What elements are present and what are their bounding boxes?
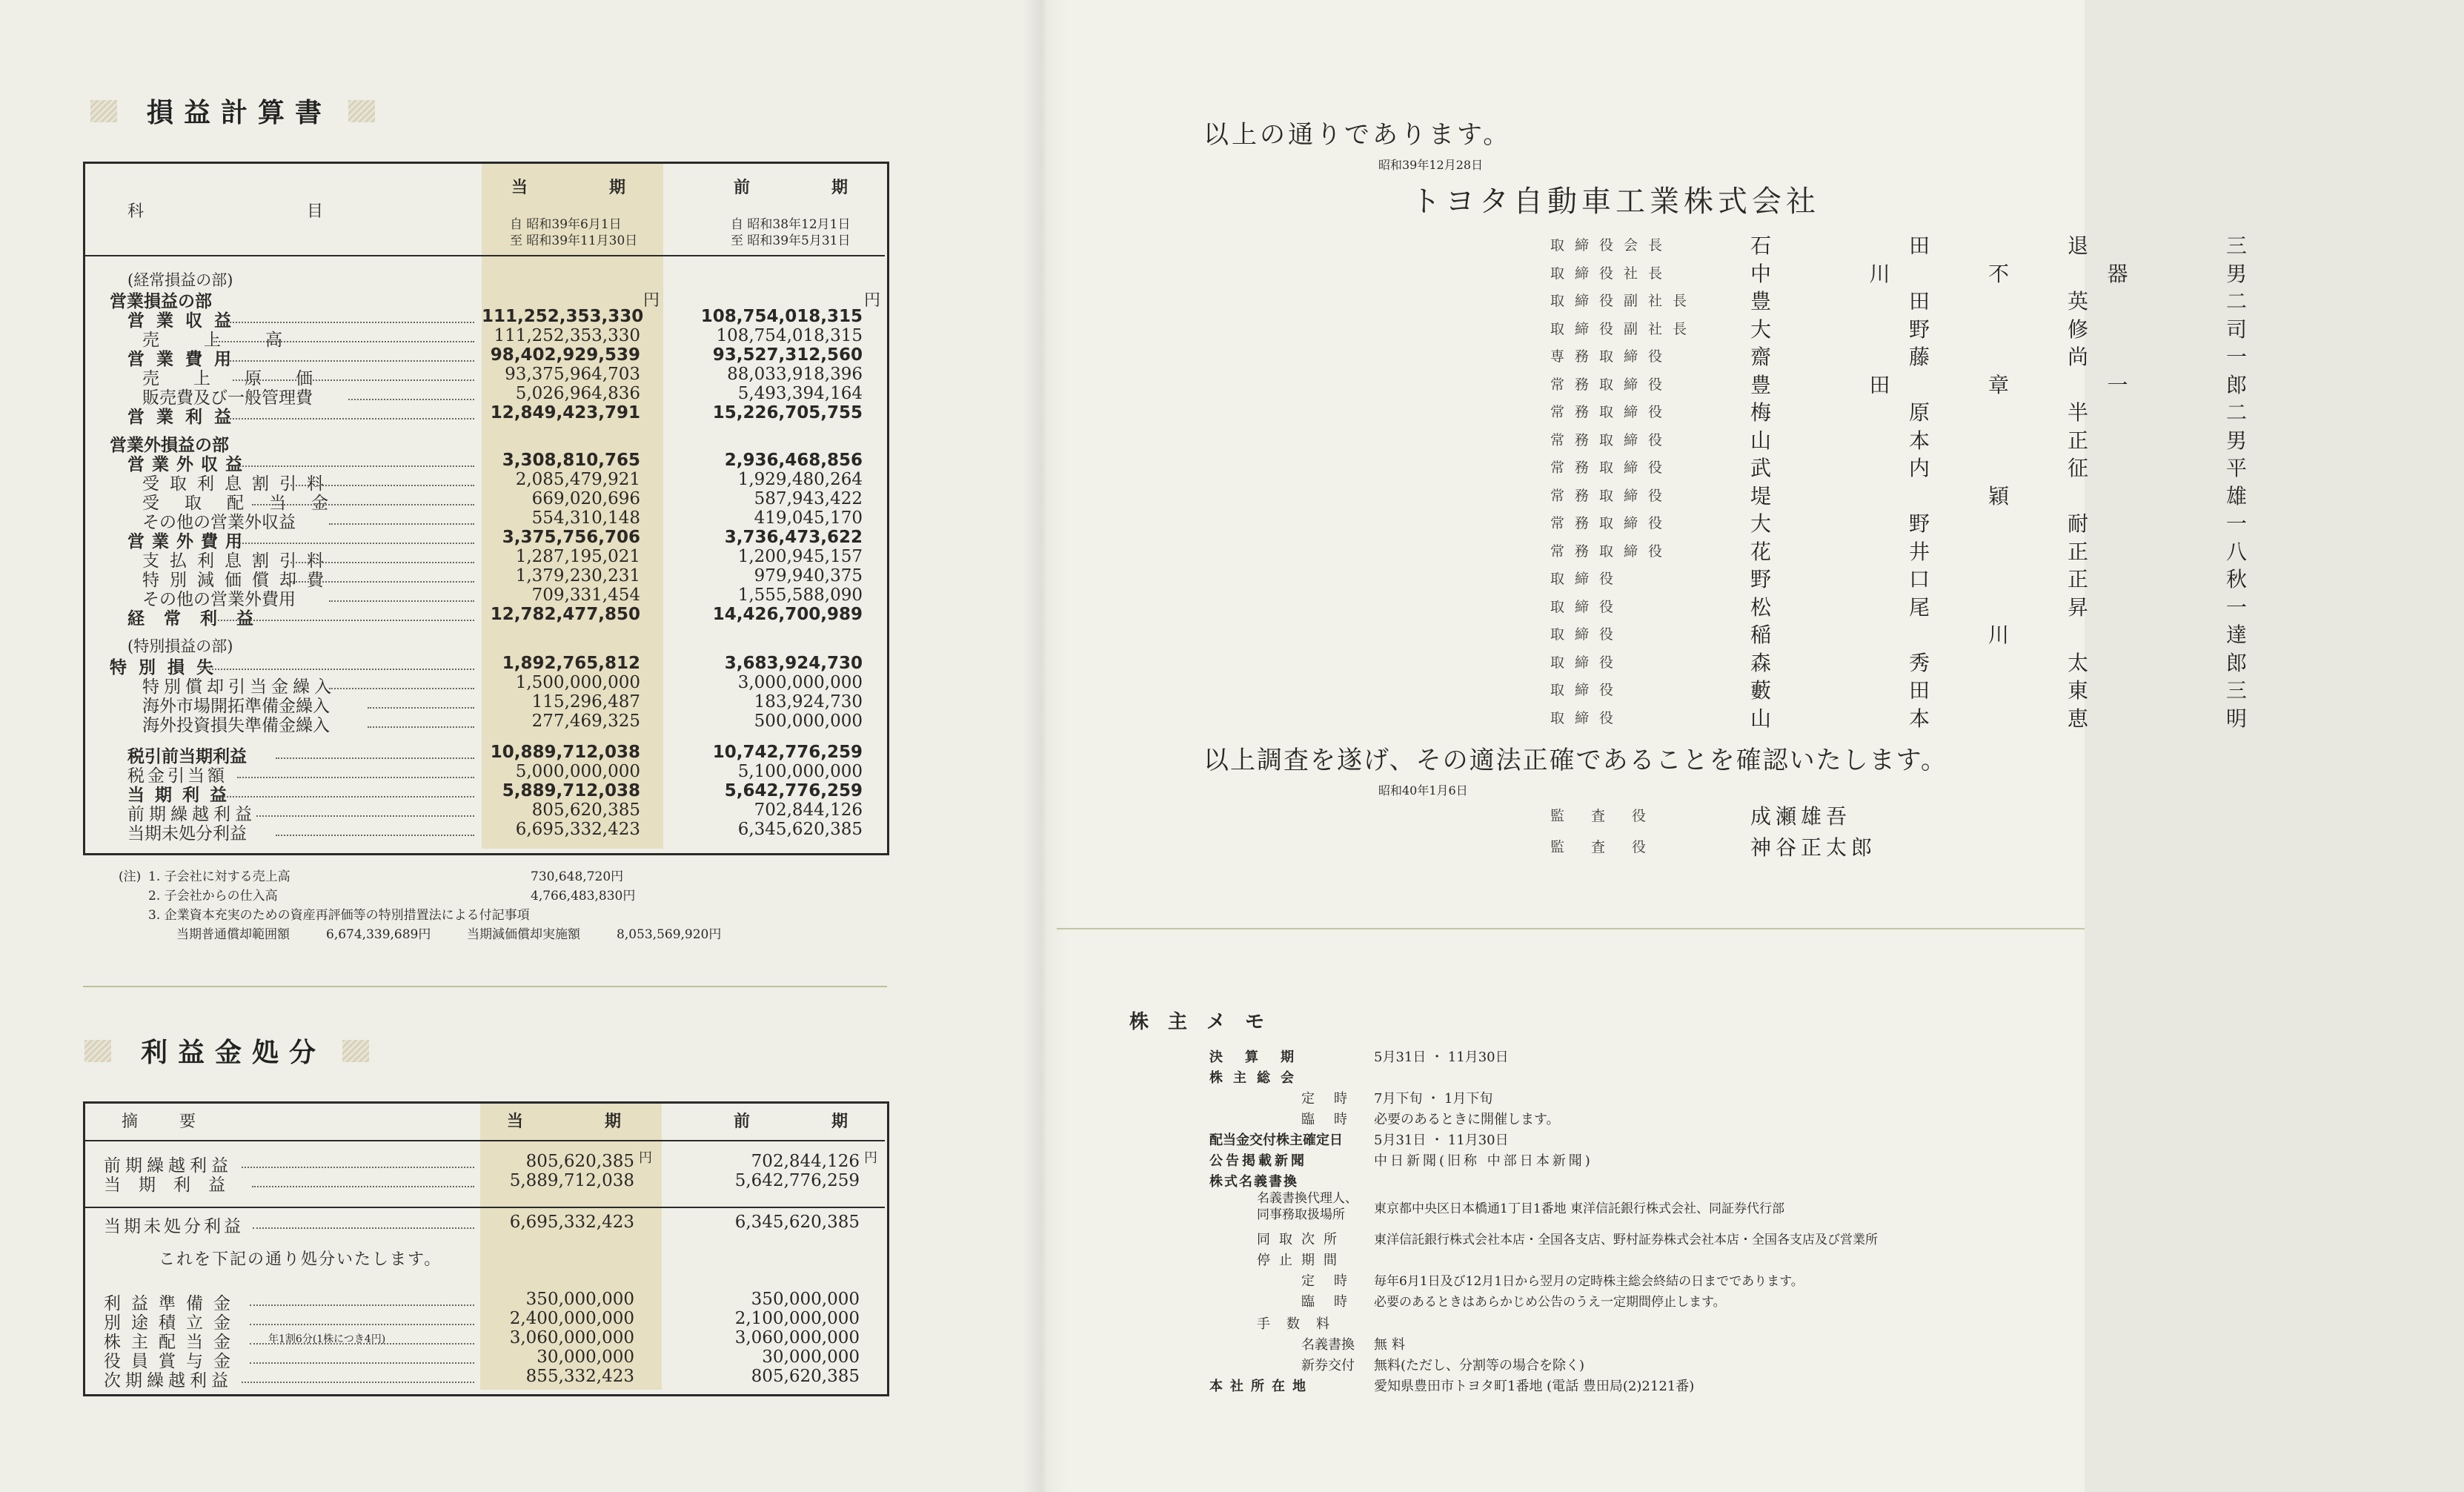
yen-unit-current: 円 [643,291,660,310]
prior-period-value: 702,844,126 [754,800,863,820]
current-period-value: 554,310,148 [531,508,640,528]
officer-name: 野口正秋 [1750,567,2385,591]
current-period-value: 5,000,000,000 [515,762,640,781]
current-period-value: 805,620,385 [531,800,640,820]
header-divider [85,255,885,256]
memo-meeting-extra-label: 臨時 [1301,1112,1367,1127]
heading-ornament [84,1040,111,1062]
officer-title: 取締役 [1550,682,1624,698]
memo-suspension-regular: 毎年6月1日及び12月1日から翌月の定時株主総会終結の日までであります。 [1374,1274,1804,1289]
income-row-label: 営業外収益 [127,455,250,474]
memo-meeting-extra: 必要のあるときに開催します。 [1374,1112,1560,1127]
note-1-value: 730,648,720円 [531,869,624,884]
note-3a-label: 当期普通償却範囲額 [176,927,290,942]
income-statement-title: 損益計算書 [147,98,333,128]
officer-name: 山本恵明 [1750,706,2385,731]
officer-name: 齋藤尚一 [1750,345,2385,369]
note-3b-label: 当期減価償却実施額 [467,927,580,942]
prior-range-from: 自 昭和38年12月1日 [731,217,851,232]
officer-title: 取締役副社長 [1550,320,1698,337]
income-row-label: 販売費及び一般管理費 [142,388,313,408]
col-item-header: 摘要 [122,1113,238,1131]
col-prior-header: 前期 [734,1113,930,1131]
company-name: トヨタ自動車工業株式会社 [1411,185,1820,219]
current-period-value: 111,252,353,330 [482,307,644,326]
income-row-label: 特別減価償却費 [142,571,334,590]
note-2-label: 2. 子会社からの仕入高 [148,889,278,904]
income-row-label: 受取配当金 [142,494,353,513]
leader-dots [290,485,474,486]
officer-title: 取締役 [1550,598,1624,615]
income-row-label: 営業利益 [127,408,243,427]
income-row-label: 営業外費用 [127,532,250,551]
current-period-value: 277,469,325 [531,712,640,731]
appropriation-row-label: 当期利益 [104,1176,243,1195]
prior-period-value: 88,033,918,396 [727,365,863,384]
current-period-value: 1,892,765,812 [502,654,640,673]
leader-dots [329,600,474,602]
officer-title: 取締役副社長 [1550,293,1698,309]
auditor-name: 成瀬雄吾 [1750,804,1852,829]
prior-period-value: 500,000,000 [754,712,863,731]
leader-dots [218,620,474,621]
income-row-label: 当期利益 [127,786,237,805]
income-row-label: 受取利息割引料 [142,474,334,494]
note-3b-value: 8,053,569,920円 [617,927,722,942]
leader-dots [233,379,474,381]
leader-dots [290,581,474,583]
income-row-label: 税引前当期利益 [127,747,247,766]
leader-dots [250,1362,474,1364]
income-row-label: 支払利息割引料 [142,551,334,571]
current-period-value: 6,695,332,423 [509,1213,634,1232]
officer-name: 藪田東三 [1750,678,2385,703]
memo-branch-label: 同取次所 [1257,1232,1346,1247]
income-row-label: 売上高 [142,331,327,350]
memo-transfer-fee: 無料 [1374,1337,1409,1353]
officer-title: 常務取締役 [1550,543,1673,560]
current-period-value: 709,331,454 [531,586,640,605]
audit-statement: 以上調査を遂げ、その適法正確であることを確認いたします。 [1203,746,1947,775]
leader-dots [256,815,474,817]
leader-dots [237,777,474,778]
memo-meeting-regular: 7月下旬 ・ 1月下旬 [1374,1091,1493,1107]
memo-record-label: 配当金交付株主確定日 [1209,1133,1343,1148]
auditor-name: 神谷正太郎 [1750,835,1877,860]
current-period-value: 1,500,000,000 [515,673,640,692]
current-range-to: 至 昭和39年11月30日 [510,233,638,248]
left-page [0,0,1042,1492]
leader-dots [237,465,474,467]
leader-dots [290,562,474,563]
book-gutter [1023,0,1067,1492]
officer-name: 花井正八 [1750,539,2385,564]
current-period-value: 98,402,929,539 [490,345,640,365]
prior-period-value: 587,943,422 [754,489,863,508]
prior-period-value: 2,100,000,000 [734,1309,860,1328]
officer-name: 中川不器男 [1750,261,2345,286]
income-row-label: 営業収益 [127,311,243,331]
prior-period-value: 3,060,000,000 [734,1328,860,1347]
appropriation-row-label: 次期繰越利益 [104,1371,233,1390]
prior-period-value: 3,683,924,730 [724,654,863,673]
note-3-label: 3. 企業資本充実のための資産再評価等の特別措置法による付記事項 [148,908,530,923]
memo-settlement-value: 5月31日 ・ 11月30日 [1374,1050,1509,1065]
prior-period-value: 14,426,700,989 [712,605,863,624]
appropriation-row-label: 前期繰越利益 [104,1156,233,1176]
officer-title: 取締役社長 [1550,265,1673,282]
memo-branch-value: 東洋信託銀行株式会社本店・全国各支店、野村証券株式会社本店・全国各支店及び営業所 [1374,1233,1878,1247]
prior-range-to: 至 昭和39年5月31日 [731,233,851,248]
prior-period-value: 108,754,018,315 [716,326,863,345]
appropriation-row-label: 株主配当金 [104,1333,241,1352]
section-divider [83,986,887,987]
officer-name: 武内征平 [1750,456,2385,480]
officer-name: 豊田英二 [1750,289,2385,314]
right-page [1042,0,2464,1492]
appropriation-row-label: 役員賞与金 [104,1352,241,1371]
officer-title: 取締役 [1550,571,1624,587]
current-period-value: 3,375,756,706 [502,528,640,547]
income-row-label: 営業費用 [127,350,243,369]
memo-hq-value: 愛知県豊田市トヨタ町1番地 (電話 豊田局(2)2121番) [1374,1379,1695,1394]
income-row-label: 経常利益 [127,609,273,629]
income-row-label: 税金引当額 [127,766,228,786]
memo-paper-value: 中日新聞(旧称 中部日本新聞) [1374,1153,1593,1169]
leader-dots [329,688,474,689]
leader-dots [213,341,474,342]
current-period-value: 111,252,353,330 [494,326,640,345]
appropriation-row-label: 当期未処分利益 [104,1217,244,1236]
yen-unit-prior: 円 [864,291,881,310]
prior-period-value: 10,742,776,259 [712,743,863,762]
memo-suspension-label: 停止期間 [1257,1253,1346,1268]
audit-date: 昭和40年1月6日 [1378,783,1468,798]
appropriation-title: 利益金処分 [141,1038,327,1068]
memo-record-value: 5月31日 ・ 11月30日 [1374,1133,1509,1148]
memo-transfer-label: 名義書換 [1301,1337,1355,1353]
board-intro: 以上の通りであります。 [1203,120,1512,150]
dividend-note: 年1割6分(1株につき4円) [268,1333,386,1345]
officer-title: 専務取締役 [1550,348,1673,365]
prior-period-value: 6,345,620,385 [734,1213,860,1232]
memo-suspension-regular-label: 定時 [1301,1273,1367,1289]
current-period-value: 3,308,810,765 [502,451,640,470]
leader-dots [368,726,474,728]
current-period-value: 805,620,385 [525,1152,634,1171]
note-prefix: (注) [119,869,142,884]
current-period-value: 5,026,964,836 [515,384,640,403]
income-row-label: (経常損益の部) [127,271,233,289]
current-period-value: 3,060,000,000 [509,1328,634,1347]
prior-period-value: 15,226,705,755 [712,403,863,422]
heading-ornament [342,1040,369,1062]
officer-name: 堤穎雄 [1750,483,2464,508]
current-period-value: 2,400,000,000 [509,1309,634,1328]
current-period-value: 2,085,479,921 [515,470,640,489]
income-row-label: 営業損益の部 [110,292,212,311]
officer-name: 森秀太郎 [1750,650,2385,675]
officer-title: 取締役 [1550,709,1624,726]
memo-registrar-label: 株式名義書換 [1209,1174,1298,1190]
prior-period-value: 3,000,000,000 [737,673,863,692]
officer-name: 大野修司 [1750,316,2385,342]
income-row-label: 海外市場開拓準備金繰入 [142,697,330,716]
income-row-label: 営業外損益の部 [110,436,229,455]
officer-title: 常務取締役 [1550,487,1673,504]
officer-name: 大野耐一 [1750,511,2385,536]
income-row-label: 売上原価 [142,369,347,388]
leader-dots [252,504,474,505]
prior-period-value: 5,642,776,259 [724,781,863,800]
income-row-label: 海外投資損失準備金繰入 [142,716,330,735]
memo-meeting-regular-label: 定時 [1301,1091,1367,1107]
prior-period-value: 93,527,312,560 [712,345,863,365]
current-period-value: 93,375,964,703 [505,365,640,384]
col-current-header: 当期 [511,179,708,197]
memo-hq-label: 本社所在地 [1209,1379,1313,1394]
current-period-value: 6,695,332,423 [515,820,640,839]
yen-unit-prior: 円 [864,1150,877,1166]
income-row-label: その他の営業外収益 [142,513,296,532]
memo-newcert-label: 新券交付 [1301,1358,1355,1373]
income-statement-heading [90,92,375,130]
leader-dots [218,418,474,420]
note-3a-value: 6,674,339,689円 [326,927,431,942]
yen-unit-current: 円 [639,1150,652,1166]
appropriation-instruction: これを下記の通り処分いたします。 [159,1250,442,1269]
col-item-header: 科目 [127,202,487,221]
income-row-label: その他の営業外費用 [142,590,296,609]
appropriation-row-label: 別途積立金 [104,1313,241,1333]
appropriation-heading [84,1032,369,1070]
section-divider [1057,928,2085,929]
officer-name: 石田退三 [1750,233,2385,258]
leader-dots [218,322,474,323]
current-period-value: 1,379,230,231 [515,566,640,586]
leader-dots [329,523,474,525]
subtotal-divider [85,1207,885,1208]
officer-title: 常務取締役 [1550,404,1673,420]
col-current-header: 当期 [507,1113,703,1131]
current-period-value: 115,296,487 [531,692,640,712]
officer-name: 豊田章一郎 [1750,372,2345,397]
auditor-title: 監査役 [1550,839,1673,855]
officer-title: 常務取締役 [1550,376,1673,393]
leader-dots [242,1382,474,1383]
current-period-value: 30,000,000 [537,1347,634,1367]
prior-period-value: 5,493,394,164 [737,384,863,403]
leader-dots [218,796,474,798]
memo-paper-label: 公告掲載新聞 [1209,1153,1307,1169]
leader-dots [200,669,474,670]
leader-dots [250,1324,474,1325]
memo-fees-label: 手数料 [1257,1316,1346,1332]
current-period-value: 855,332,423 [525,1367,634,1386]
prior-period-value: 805,620,385 [751,1367,860,1386]
current-period-value: 12,849,423,791 [490,403,640,422]
prior-period-value: 6,345,620,385 [737,820,863,839]
officer-title: 取締役会長 [1550,237,1673,253]
prior-period-value: 419,045,170 [754,508,863,528]
prior-period-value: 2,936,468,856 [724,451,863,470]
memo-title: 株主メモ [1129,1011,1284,1033]
officer-name: 山本正男 [1750,428,2385,453]
memo-suspension-extra: 必要のあるときはあらかじめ公告のうえ一定期間停止します。 [1374,1295,1726,1310]
leader-dots [276,757,474,759]
prior-period-value: 702,844,126 [751,1152,860,1171]
prior-period-value: 3,736,473,622 [724,528,863,547]
note-2-value: 4,766,483,830円 [531,889,636,904]
officer-title: 常務取締役 [1550,460,1673,476]
prior-period-value: 1,200,945,157 [737,547,863,566]
income-row-label: 特別損失 [110,658,225,677]
note-1-label: 1. 子会社に対する売上高 [148,869,290,884]
leader-dots [250,1304,474,1306]
officer-name: 松尾昇一 [1750,594,2385,620]
leader-dots [242,1167,474,1168]
officer-title: 常務取締役 [1550,431,1673,448]
prior-period-value: 5,100,000,000 [737,762,863,781]
prior-period-value: 979,940,375 [754,566,863,586]
current-period-value: 12,782,477,850 [490,605,640,624]
leader-dots [237,543,474,544]
board-date: 昭和39年12月28日 [1378,158,1484,172]
officer-name: 梅原半二 [1750,400,2385,425]
leader-dots [252,1186,474,1187]
heading-ornament [90,100,117,122]
prior-period-value: 350,000,000 [751,1290,860,1309]
leader-dots [253,1227,474,1229]
prior-period-value: 5,642,776,259 [734,1171,860,1190]
prior-period-value: 1,555,588,090 [737,586,863,605]
memo-meeting-label: 株主総会 [1209,1070,1304,1086]
leader-dots [348,399,474,400]
auditor-title: 監査役 [1550,808,1673,824]
income-row-label: (特別損益の部) [127,637,233,655]
current-period-value: 5,889,712,038 [502,781,640,800]
appropriation-row-label: 利益準備金 [104,1294,241,1313]
income-row-label: 当期未処分利益 [127,824,247,843]
prior-period-value: 108,754,018,315 [700,307,863,326]
current-period-value: 5,889,712,038 [509,1171,634,1190]
officer-title: 常務取締役 [1550,515,1673,531]
prior-period-value: 1,929,480,264 [737,470,863,489]
officer-title: 取締役 [1550,626,1624,643]
col-prior-header: 前期 [734,179,930,197]
leader-dots [368,707,474,709]
leader-dots [276,835,474,836]
current-period-value: 10,889,712,038 [490,743,640,762]
current-period-value: 350,000,000 [525,1290,634,1309]
memo-settlement-label: 決算期 [1209,1050,1316,1065]
memo-agent-label: 名義書換代理人、同事務取扱場所 [1257,1191,1358,1222]
memo-newcert-fee: 無料(ただし、分割等の場合を除く) [1374,1358,1585,1373]
current-period-value: 669,020,696 [531,489,640,508]
officer-name: 稲川達 [1750,623,2464,647]
memo-suspension-extra-label: 臨時 [1301,1294,1367,1310]
officer-title: 取締役 [1550,654,1624,671]
prior-period-value: 183,924,730 [754,692,863,712]
income-row-label: 特別償却引当金繰入 [142,677,336,697]
income-row-label: 前期繰越利益 [127,805,256,824]
header-divider [85,1140,885,1141]
prior-period-value: 30,000,000 [762,1347,860,1367]
heading-ornament [348,100,375,122]
memo-agent-value: 東京都中央区日本橋通1丁目1番地 東洋信託銀行株式会社、同証券代行部 [1374,1201,1785,1216]
leader-dots [218,360,474,362]
current-range-from: 自 昭和39年6月1日 [510,217,622,232]
current-period-value: 1,287,195,021 [515,547,640,566]
